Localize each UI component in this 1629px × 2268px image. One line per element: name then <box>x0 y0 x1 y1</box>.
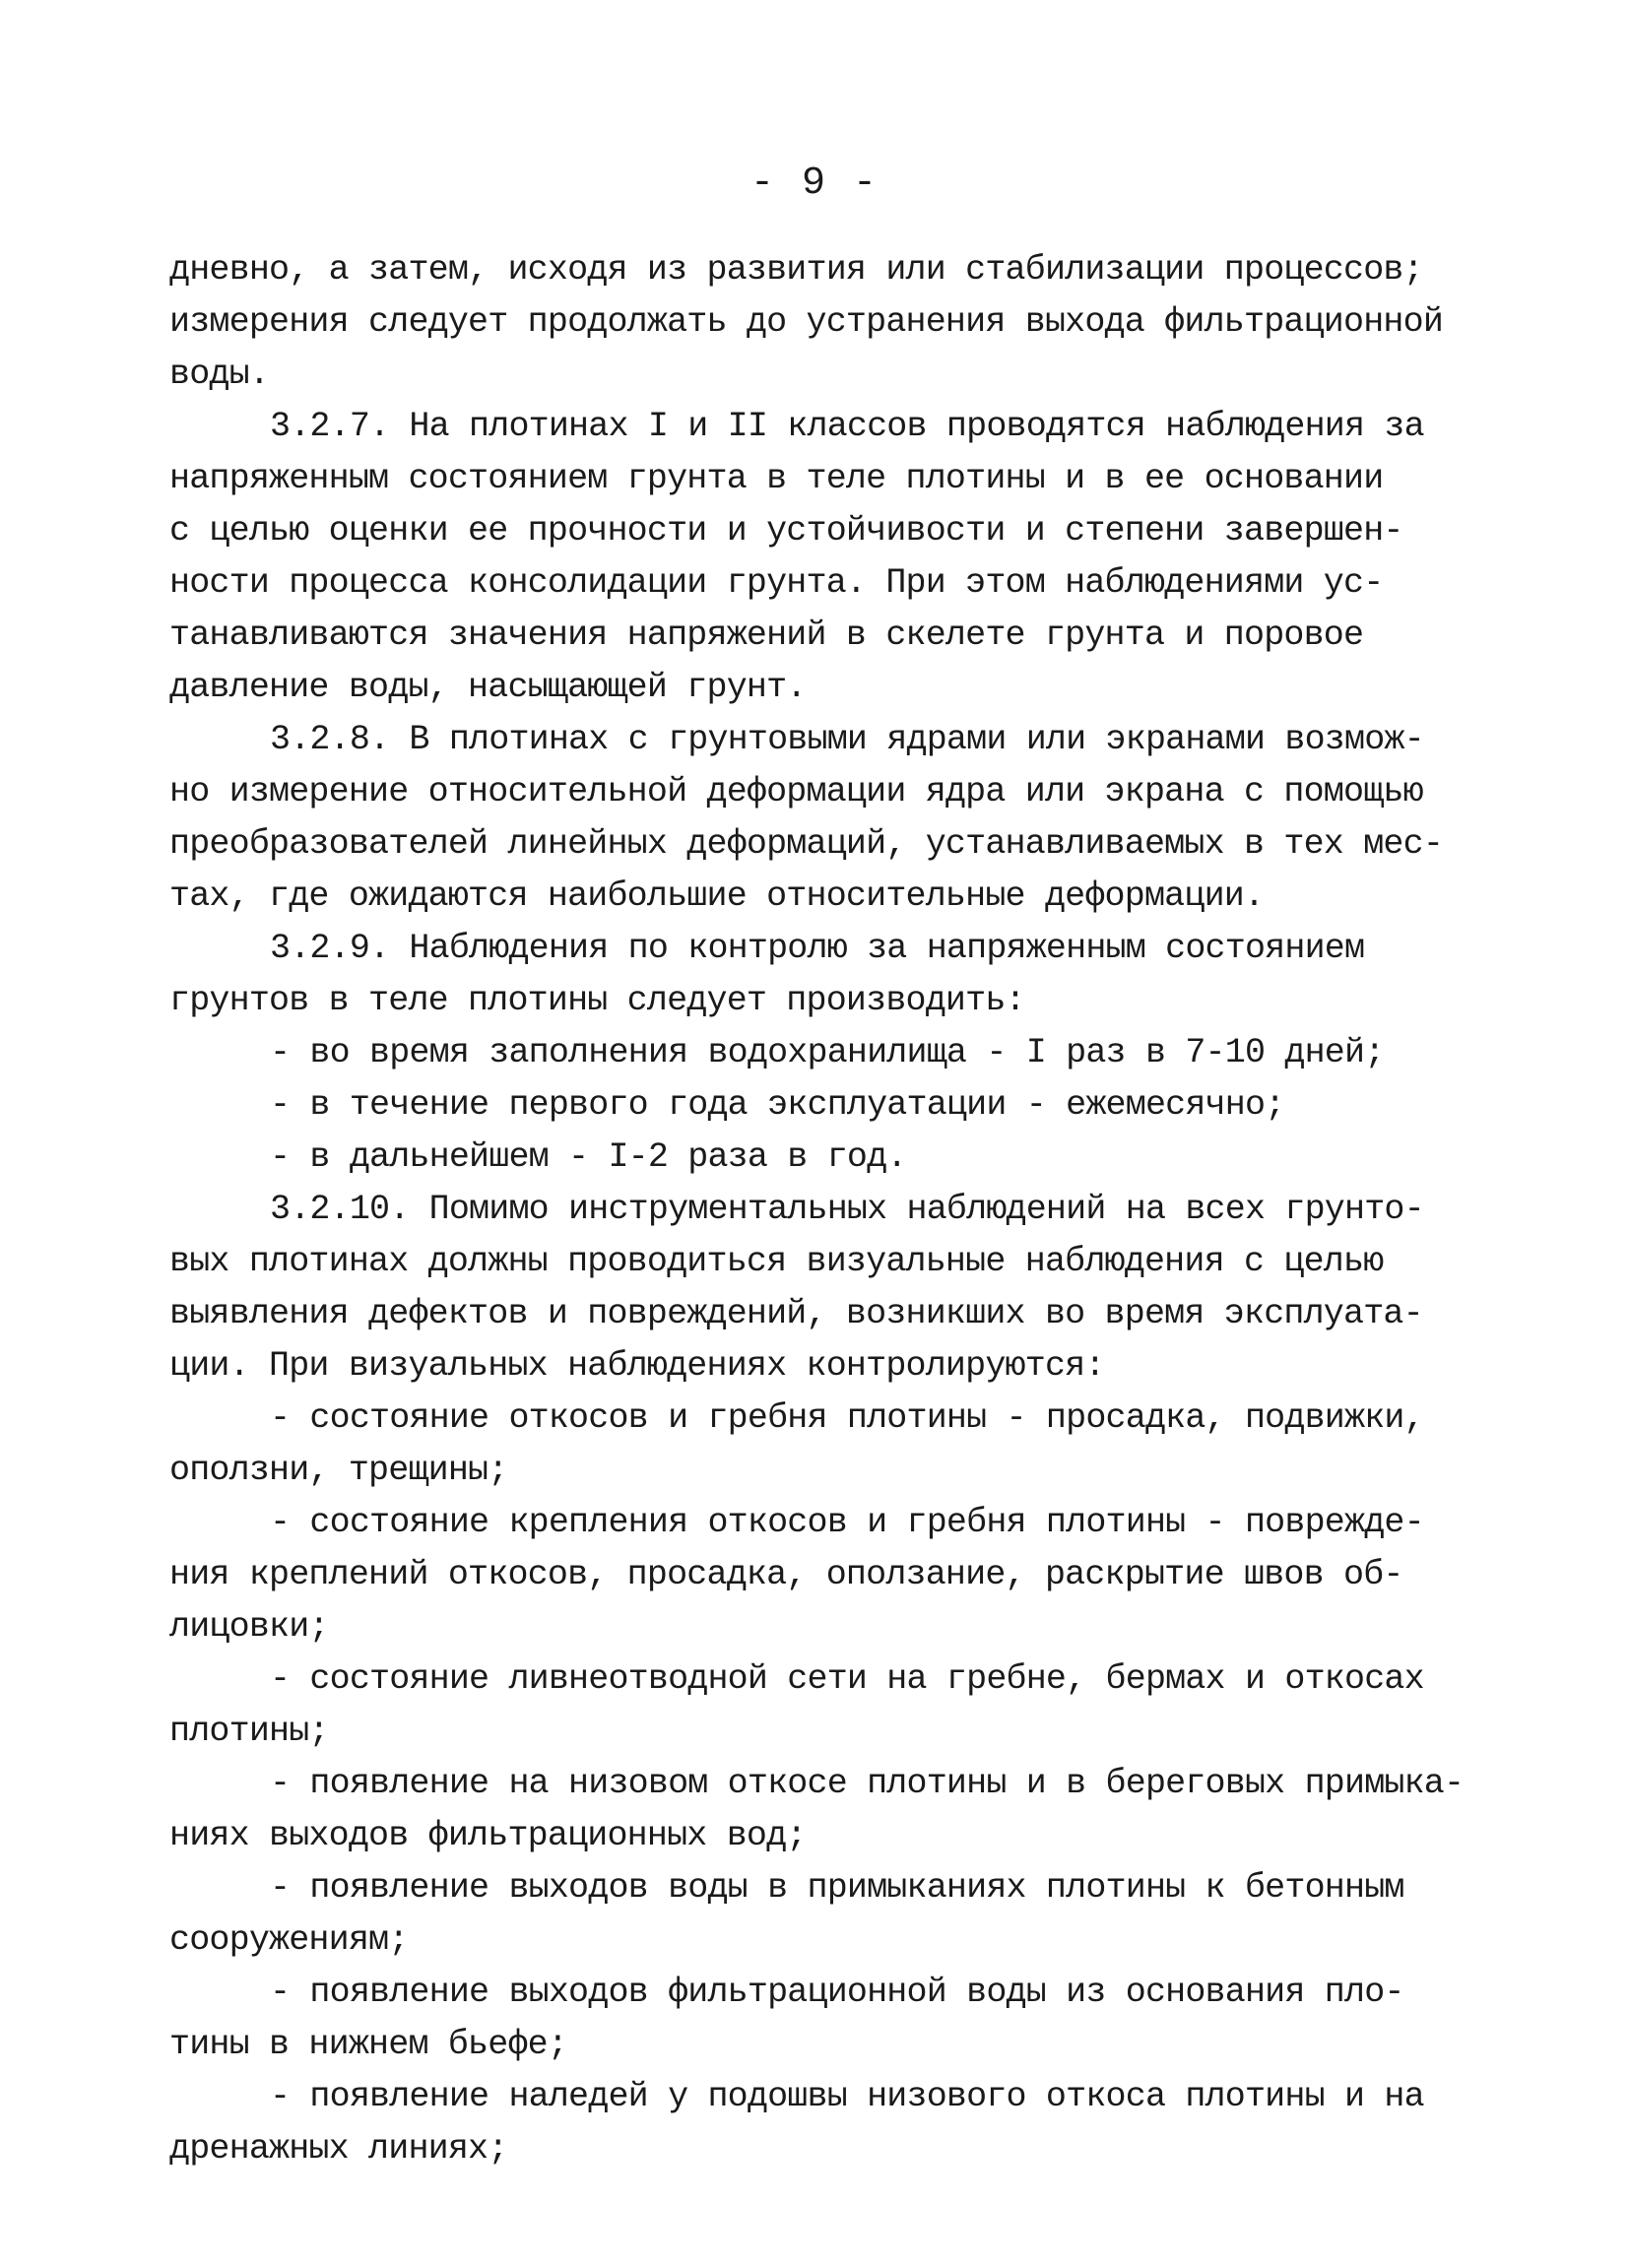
text-line: танавливаются значения напряжений в скелете грунта и поровое <box>169 616 1364 655</box>
document-body <box>169 244 1479 2175</box>
text-line: лицовки; <box>169 1607 329 1647</box>
text-line: дренажных линиях; <box>169 2129 508 2169</box>
text-line: - появление на низовом откосе плотины и в береговых примыка- <box>270 1764 1465 1803</box>
text-line: - состояние ливнеотводной сети на гребне, бермах и откосах <box>270 1659 1424 1699</box>
text-line: напряженным состоянием грунта в теле плотины и в ее основании <box>169 459 1384 498</box>
text-line: - состояние откосов и гребня плотины - просадка, подвижки, <box>270 1398 1424 1438</box>
text-line: дневно, а затем, исходя из развития или стабилизации процессов; <box>169 250 1423 290</box>
text-line: тины в нижнем бьефе; <box>169 2025 568 2064</box>
text-line: оползни, трещины; <box>169 1451 508 1490</box>
text-line: ности процесса консолидации грунта. При этом наблюдениями ус- <box>169 563 1384 603</box>
text-line: 3.2.7. На плотинах I и II классов проводятся наблюдения за <box>270 407 1424 446</box>
text-line: но измерение относительной деформации ядра или экрана с помощью <box>169 772 1423 811</box>
text-line: тах, где ожидаются наибольшие относительные деформации. <box>169 876 1265 916</box>
text-line: преобразователей линейных деформаций, устанавливаемых в тех мес- <box>169 824 1444 864</box>
text-line: воды. <box>169 355 270 394</box>
text-line: давление воды, насыщающей грунт. <box>169 668 807 707</box>
text-line: - в течение первого года эксплуатации - ежемесячно; <box>270 1085 1285 1125</box>
text-line: - состояние крепления откосов и гребня плотины - поврежде- <box>270 1503 1424 1542</box>
text-line: грунтов в теле плотины следует производить: <box>169 981 1025 1020</box>
text-line: - появление наледей у подошвы низового откоса плотины и на <box>270 2077 1424 2116</box>
text-line: - появление выходов воды в примыканиях плотины к бетонным <box>270 1868 1404 1908</box>
text-line: - во время заполнения водохранилища - I раз в 7-10 дней; <box>270 1033 1385 1072</box>
text-line: измерения следует продолжать до устранения выхода фильтрационной <box>169 302 1444 342</box>
text-line: - появление выходов фильтрационной воды из основания пло- <box>270 1973 1404 2012</box>
text-line: ниях выходов фильтрационных вод; <box>169 1816 807 1855</box>
text-line: с целью оценки ее прочности и устойчивости и степени завершен- <box>169 511 1403 551</box>
text-line: выявления дефектов и повреждений, возникших во время эксплуата- <box>169 1294 1423 1333</box>
text-line: ции. При визуальных наблюдениях контролируются: <box>169 1346 1105 1386</box>
text-line: 3.2.9. Наблюдения по контролю за напряженным состоянием <box>270 929 1365 968</box>
text-line: вых плотинах должны проводиться визуальные наблюдения с целью <box>169 1242 1384 1281</box>
text-line: 3.2.10. Помимо инструментальных наблюдений на всех грунто- <box>270 1190 1424 1229</box>
text-line: - в дальнейшем - I-2 раза в год. <box>270 1137 907 1177</box>
text-line: сооружениям; <box>169 1920 409 1960</box>
text-line: 3.2.8. В плотинах с грунтовыми ядрами или экранами возмож- <box>270 720 1424 759</box>
text-line: плотины; <box>169 1712 329 1751</box>
page-number: - 9 - <box>749 162 880 206</box>
text-line: ния креплений откосов, просадка, оползание, раскрытие швов об- <box>169 1555 1403 1594</box>
